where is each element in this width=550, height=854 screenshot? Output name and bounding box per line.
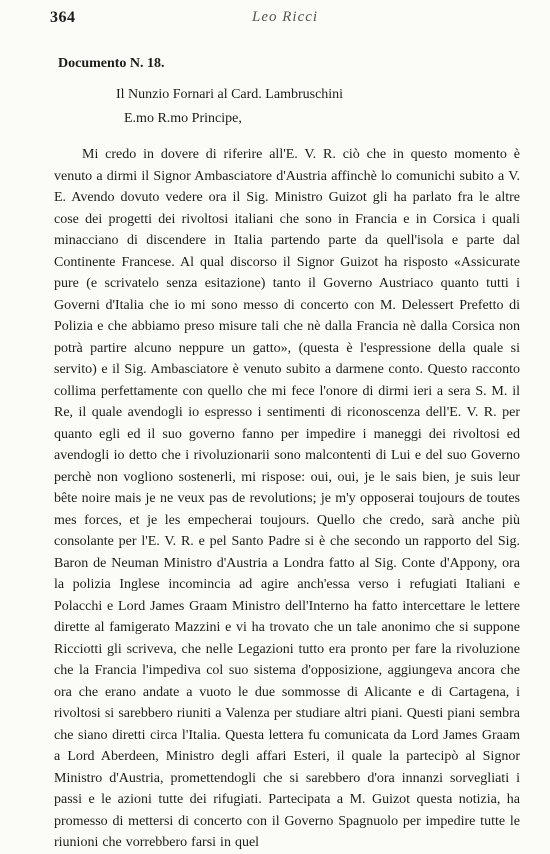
document-subtitle: Il Nunzio Fornari al Card. Lambruschini — [116, 87, 344, 102]
body-paragraph: Mi credo in dovere di riferire all'E. V. R. ciò che in questo momento è venuto a dirmi il Signor Ambasciatore d'Austria affinchè lo comunichi subito a V. E. Avendo dovuto vedere ora il Sig. Ministro Guizot gli ha parlato fra le altre cose dei progetti dei rivoltosi italiani che sono in Francia e in Corsica i quali minacciano di discendere in Italia partendo parte da quell'isola e parte dal Continente Francese. Al qual discorso il Signor Guizot ha risposto «Assicurate pure (e scrivatelo senza esitazione) tanto il Governo Austriaco quanto tutti i Governi d'Italia che io mi sono messo di concerto con M. Delessert Prefetto di Polizia e che abbiamo preso misure tali che nè dalla Francia nè dalla Corsica non potrà partire alcuno neppure un gatto», (questa è l'espressione della quale si servito) e il Sig. Ambasciatore è venuto subito a darmene conto. Questo racconto collima perfettamente con quello che mi fece l'onore di dirmi ieri a sera S. M. il Re, il quale avendogli io espresso i sentimenti di riconoscenza dell'E. V. R. per quanto egli ed il suo governo fanno per impedire i maneggi dei rivoltosi ed avendogli io detto che i rivoluzionarii sono malcontenti di Lui e del suo Governo perchè non vogliono sostenerli, mi rispose: oui, oui, je le sais bien, je suis leur bête noire mais je ne veux pas de revolutions; je m'y opposerai toujours de toutes mes forces, et je les empecherai toujours. Quello che credo, sarà anche più consolante per l'E. V. R. e pel Santo Padre si è che secondo un rapporto del Sig. Baron de Neuman Ministro d'Austria a Londra fatto al Sig. Conte d'Appony, ora la polizia Inglese incomincia ad agire anch'essa verso i refugiati Italiani e Polacchi e Lord James Graam Ministro dell'Interno ha fatto intercettare le lettere dirette al famigerato Mazzini e vi ha trovato che un tale anonimo che si suppone Ricciotti gli scriveva, che nelle Legazioni tutto era pronto per fare la rivoluzione che la Francia l'impediva col suo sistema d'opposizione, aggiungeva ancora che ora che erano andate a vuoto le due sommosse di Alicante e di Cartagena, i rivoltosi si sarebbero riuniti a Valenza per studiare altri piani. Questi piani sembra che siano diretti circa l'Italia. Questa lettera fu comunicata da Lord James Graam a Lord Aberdeen, Ministro degli affari Esteri, il quale la partecipò al Signor Ministro d'Austria, promettendogli che si sarebbero d'ora innanzi sorvegliati i passi e le azioni tutte dei rifugiati. Partecipata a M. Guizot questa notizia, ha promesso di mettersi di concerto con il Governo Spagnuolo per impedire tutte le riunioni che vorrebbero farsi in quel — [54, 147, 520, 850]
page-number: 364 — [50, 9, 76, 26]
page-header — [50, 6, 522, 30]
salutation: E.mo R.mo Principe, — [124, 111, 242, 126]
document-title: Documento N. 18. — [58, 56, 165, 71]
running-head: Leo Ricci — [252, 9, 319, 25]
